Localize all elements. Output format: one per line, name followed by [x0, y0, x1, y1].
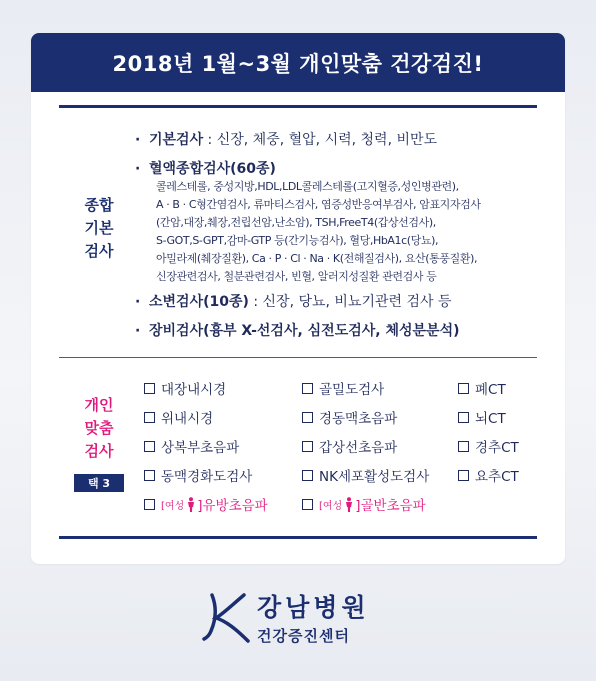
- custom-label-line: 개인: [84, 396, 114, 414]
- blood-detail-line: 아밀라제(췌장질환), Ca · P · Cl · Na · K(전해질검사), 요산(통풍질환),: [156, 252, 478, 265]
- checkup-card: [31, 33, 565, 564]
- checkbox[interactable]: [144, 499, 155, 510]
- urine-exam-item: [135, 291, 452, 311]
- option-abdomen-ultrasound[interactable]: [144, 436, 239, 456]
- option-label: 위내시경: [161, 411, 214, 427]
- option-label: 요추CT: [475, 469, 519, 485]
- checkbox[interactable]: [302, 499, 313, 510]
- checkbox[interactable]: [302, 441, 313, 452]
- basic-label-line: 검사: [84, 242, 114, 260]
- option-label: 상복부초음파: [161, 440, 240, 456]
- option-label: 뇌CT: [475, 411, 506, 427]
- basic-exam-head: 기본검사: [149, 132, 204, 148]
- option-bone-density[interactable]: [302, 378, 384, 398]
- option-colonoscopy[interactable]: [144, 378, 226, 398]
- basic-exam-item: [135, 129, 437, 149]
- option-label: 골밀도검사: [319, 382, 385, 398]
- equipment-exam-item: [135, 320, 460, 340]
- option-arteriosclerosis[interactable]: [144, 465, 252, 485]
- divider-top: [59, 105, 537, 108]
- female-tag: [여성: [161, 500, 185, 512]
- equipment-exam-head: 장비검사: [149, 323, 204, 339]
- option-label: 폐CT: [475, 382, 506, 398]
- option-breast-ultrasound[interactable]: [144, 494, 268, 514]
- equipment-exam-detail: (흉부 X-선검사, 심전도검사, 체성분분석): [203, 323, 460, 339]
- urine-exam-head: 소변검사(10종): [149, 294, 249, 310]
- basic-label-line: 종합: [84, 196, 114, 214]
- bullet: ·: [135, 294, 141, 310]
- blood-detail-line: 콜레스테롤, 중성지방,HDL,LDL콜레스테롤(고지혈증,성인병관련),: [156, 180, 459, 193]
- custom-section-label: [69, 394, 129, 463]
- hospital-logo-icon: [202, 591, 250, 643]
- checkbox[interactable]: [144, 412, 155, 423]
- blood-exam-item: [135, 158, 276, 178]
- option-label: 경추CT: [475, 440, 519, 456]
- option-brain-ct[interactable]: [458, 407, 506, 427]
- checkbox[interactable]: [302, 412, 313, 423]
- blood-detail-line: (간암,대장,췌장,전립선암,난소암), TSH,FreeT4(갑상선검사),: [156, 216, 436, 229]
- female-icon: [187, 497, 195, 512]
- checkbox[interactable]: [144, 470, 155, 481]
- center-name: 건강증진센터: [257, 627, 350, 645]
- divider-middle: [59, 357, 537, 358]
- banner-title: 2018년 1월~3월 개인맞춤 건강검진!: [31, 33, 565, 92]
- option-nk-cell[interactable]: [302, 465, 429, 485]
- option-label: ]유방초음파: [197, 498, 268, 514]
- bullet: ·: [135, 161, 141, 177]
- bullet: ·: [135, 323, 141, 339]
- blood-exam-head: 혈액종합검사(60종): [149, 161, 276, 177]
- bullet: ·: [135, 132, 141, 148]
- option-label: 경동맥초음파: [319, 411, 398, 427]
- checkbox[interactable]: [302, 383, 313, 394]
- option-pelvic-ultrasound[interactable]: [302, 494, 426, 514]
- option-label: 동맥경화도검사: [161, 469, 253, 485]
- urine-exam-detail: : 신장, 당뇨, 비뇨기관련 검사 등: [248, 294, 452, 310]
- female-icon: [345, 497, 353, 512]
- option-gastroscopy[interactable]: [144, 407, 213, 427]
- custom-label-line: 맞춤: [84, 419, 114, 437]
- female-tag: [여성: [319, 500, 343, 512]
- option-thyroid-ultrasound[interactable]: [302, 436, 397, 456]
- option-label: NK세포활성도검사: [319, 469, 430, 485]
- checkbox[interactable]: [458, 383, 469, 394]
- basic-section-label: [69, 194, 129, 263]
- option-lung-ct[interactable]: [458, 378, 506, 398]
- checkbox[interactable]: [144, 441, 155, 452]
- option-carotid-ultrasound[interactable]: [302, 407, 397, 427]
- custom-label-line: 검사: [84, 442, 114, 460]
- blood-detail-line: 신장관련검사, 철분관련검사, 빈혈, 알러지성질환 관련검사 등: [156, 270, 437, 283]
- option-label: 갑상선초음파: [319, 440, 398, 456]
- divider-bottom: [59, 536, 537, 539]
- blood-detail-line: S-GOT,S-GPT,감마-GTP 등(간기능검사), 혈당,HbA1c(당뇨),: [156, 234, 439, 247]
- checkbox[interactable]: [144, 383, 155, 394]
- option-cervical-ct[interactable]: [458, 436, 519, 456]
- basic-exam-detail: : 신장, 체중, 혈압, 시력, 청력, 비만도: [203, 132, 438, 148]
- checkbox[interactable]: [458, 441, 469, 452]
- option-label: ]골반초음파: [355, 498, 426, 514]
- checkbox[interactable]: [302, 470, 313, 481]
- choose-three-badge: 택 3: [74, 474, 124, 492]
- blood-exam-detail: [156, 178, 556, 286]
- checkbox[interactable]: [458, 470, 469, 481]
- option-label: 대장내시경: [161, 382, 227, 398]
- option-lumbar-ct[interactable]: [458, 465, 519, 485]
- blood-detail-line: A · B · C형간염검사, 류마티스검사, 염증성반응여부검사, 암표지자검사: [156, 198, 481, 211]
- checkbox[interactable]: [458, 412, 469, 423]
- basic-label-line: 기본: [84, 219, 114, 237]
- hospital-name: 강남병원: [257, 593, 370, 622]
